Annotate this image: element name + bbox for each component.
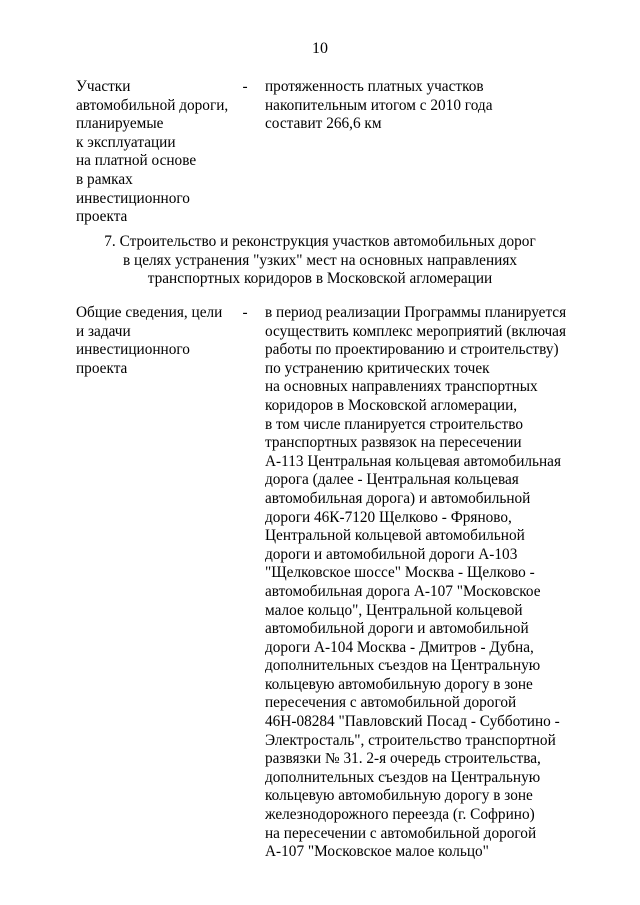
row-dash: -	[242, 304, 248, 321]
heading-line: в целях устранения "узких" мест на основных направлениях	[122, 251, 518, 269]
heading-line: 7. Строительство и реконструкция участков автомобильных дорог	[104, 233, 536, 250]
row-dash: -	[242, 78, 248, 95]
value-line: пересечения с автомобильной дорогой	[265, 694, 517, 712]
label-line: и задачи	[76, 322, 131, 340]
value-line: дороги и автомобильной дороги А-103	[265, 545, 518, 563]
label-line: проекта	[76, 359, 128, 377]
value-line: осуществить комплекс мероприятий (включая	[265, 322, 567, 340]
value-line: в период реализации Программы планируется	[265, 304, 567, 321]
value-line: А-107 "Московское малое кольцо"	[265, 843, 489, 861]
paid-sections-value	[265, 78, 570, 134]
value-line: дороги А-104 Москва - Дмитров - Дубна,	[265, 638, 534, 656]
value-line: автомобильная дорога) и автомобильной	[265, 489, 531, 507]
value-line: Центральной кольцевой автомобильной	[265, 527, 525, 545]
label-line: инвестиционного	[76, 341, 190, 359]
label-line: Общие сведения, цели	[76, 304, 223, 321]
value-line: автомобильная дорога А-107 "Московское	[265, 582, 541, 600]
value-line: коридоров в Московской агломерации,	[265, 396, 518, 414]
value-line: дороги 46К-7120 Щелково - Фряново,	[265, 508, 512, 526]
value-line: дополнительных съездов на Центральную	[265, 768, 541, 786]
label-line: автомобильной дороги,	[76, 96, 229, 114]
label-line: инвестиционного	[76, 189, 190, 207]
value-line: протяженность платных участков	[265, 78, 484, 95]
value-line: транспортных развязок на пересечении	[265, 434, 522, 452]
value-line: малое кольцо", Центральной кольцевой	[265, 601, 523, 619]
page-number: 10	[312, 40, 328, 57]
paid-sections-label	[76, 78, 236, 227]
value-line: составит 266,6 км	[265, 115, 382, 133]
value-line: "Щелковское шоссе" Москва - Щелково -	[265, 564, 535, 582]
value-line: автомобильной дороги и автомобильной	[265, 620, 529, 638]
value-line: на пересечении с автомобильной дорогой	[265, 824, 537, 842]
value-line: кольцевую автомобильную дорогу в зоне	[265, 675, 533, 693]
value-line: А-113 Центральная кольцевая автомобильная	[265, 452, 562, 470]
project-overview-label	[76, 304, 236, 378]
project-overview-value	[265, 304, 570, 862]
value-line: работы по проектированию и строительству)	[265, 341, 559, 359]
label-line: планируемые	[76, 115, 164, 133]
label-line: проекта	[76, 208, 128, 226]
label-line: Участки	[76, 78, 131, 95]
value-line: кольцевую автомобильную дорогу в зоне	[265, 787, 533, 805]
value-line: развязки № 31. 2-я очередь строительства,	[265, 750, 541, 768]
heading-line: транспортных коридоров в Московской агломерации	[147, 270, 493, 288]
value-line: дорога (далее - Центральная кольцевая	[265, 471, 519, 489]
value-line: Электросталь", строительство транспортной	[265, 731, 556, 749]
value-line: дополнительных съездов на Центральную	[265, 657, 541, 675]
value-line: 46Н-08284 "Павловский Посад - Субботино -	[265, 713, 560, 731]
label-line: на платной основе	[76, 152, 197, 170]
value-line: в том числе планируется строительство	[265, 415, 523, 433]
value-line: по устранению критических точек	[265, 359, 490, 377]
section-heading	[0, 233, 640, 289]
label-line: в рамках	[76, 170, 133, 188]
value-line: на основных направлениях транспортных	[265, 378, 538, 396]
value-line: железнодорожного переезда (г. Софрино)	[265, 806, 535, 824]
label-line: к эксплуатации	[76, 133, 176, 151]
value-line: накопительным итогом с 2010 года	[265, 96, 493, 114]
